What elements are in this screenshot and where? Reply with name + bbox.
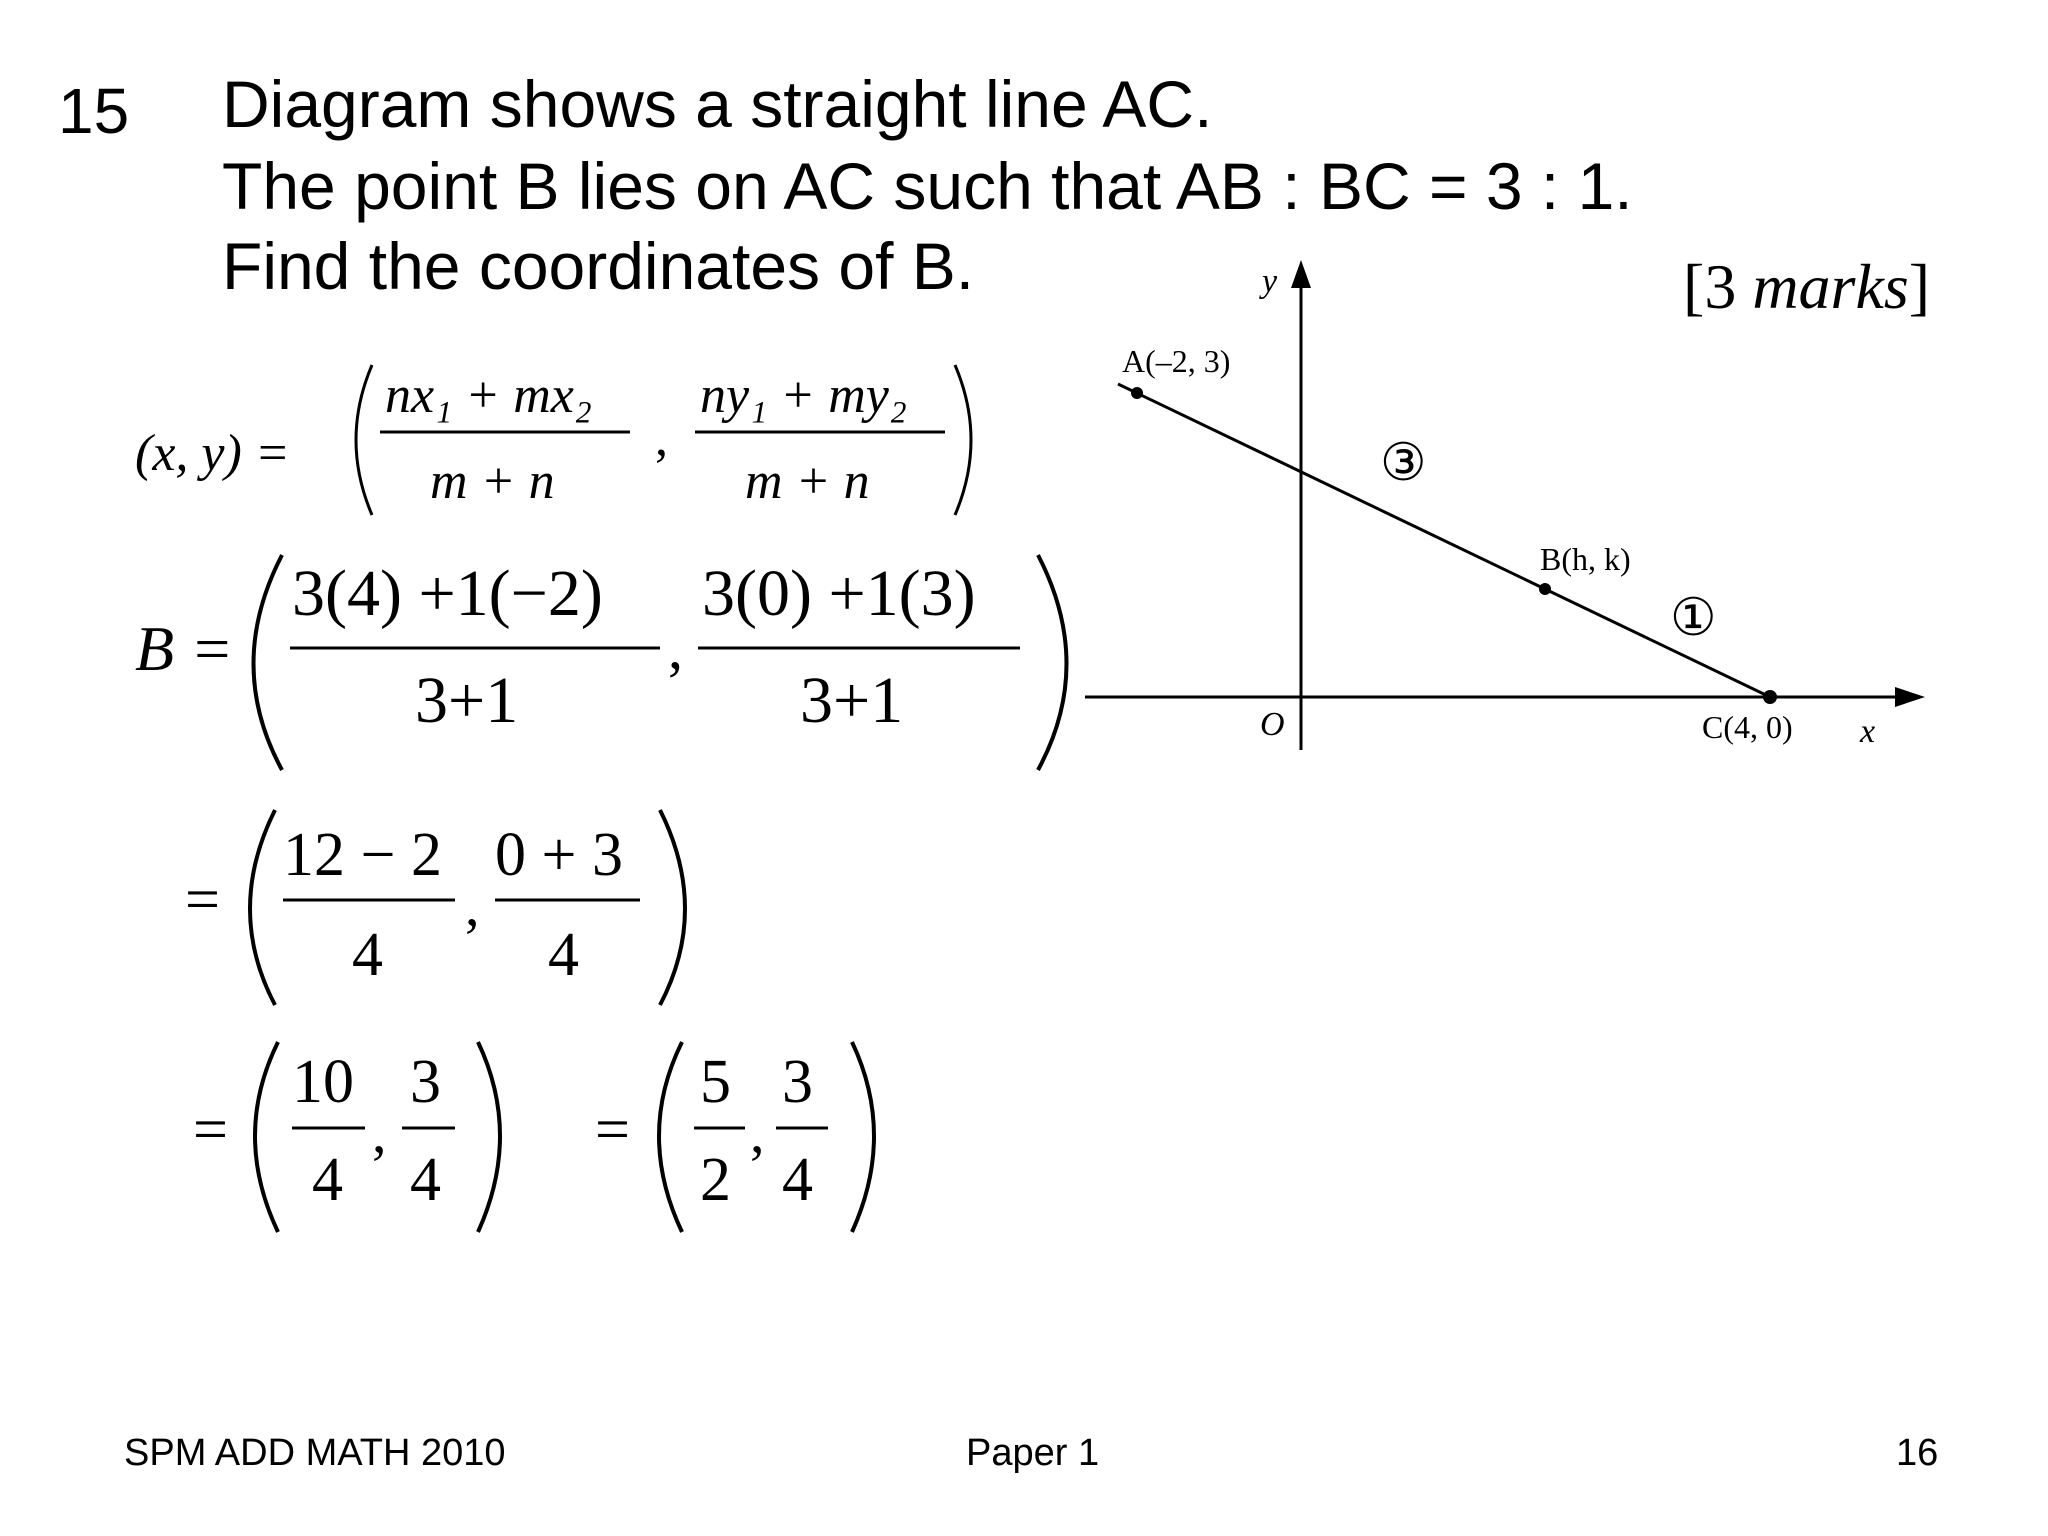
formula-den-y: m + n (745, 453, 870, 510)
formula-left-paren (356, 365, 372, 515)
step1-den-y: 3+1 (800, 664, 904, 737)
footer-exam-title: SPM ADD MATH 2010 (124, 1432, 506, 1474)
step-3 (193, 1042, 500, 1232)
step1-comma: , (668, 615, 683, 681)
step4-right-paren (852, 1042, 874, 1232)
footer-page-number: 16 (1896, 1432, 1939, 1474)
section-formula (135, 365, 971, 515)
point-b-dot (1539, 583, 1551, 595)
formula-right-paren (955, 365, 971, 515)
step4-eq: = (595, 1096, 630, 1164)
step2-comma: , (465, 873, 480, 938)
step4-den-x: 2 (700, 1146, 731, 1214)
point-a-label: A(–2, 3) (1122, 343, 1231, 379)
step3-num-x: 10 (292, 1048, 354, 1116)
step3-eq: = (193, 1096, 228, 1164)
origin-label: O (1260, 706, 1285, 743)
step-2 (185, 810, 685, 1005)
ratio-ab-label: ③ (1380, 433, 1427, 493)
ratio-bc-label: ① (1670, 588, 1717, 648)
step2-den-y: 4 (548, 921, 579, 989)
x-axis-label: x (1860, 713, 1876, 750)
step-4 (595, 1042, 874, 1232)
point-a-dot (1131, 387, 1143, 399)
formula-num-y: ny₁ + my₂ (700, 367, 907, 424)
step2-eq: = (185, 866, 220, 934)
step3-right-paren (478, 1042, 500, 1232)
x-axis-arrow-icon (1895, 687, 1925, 707)
step1-den-x: 3+1 (415, 664, 519, 737)
step1-num-y: 3(0) +1(3) (702, 557, 976, 630)
step4-den-y: 4 (782, 1146, 813, 1214)
step4-left-paren (659, 1042, 682, 1232)
formula-den-x: m + n (430, 453, 555, 510)
point-c-dot (1763, 690, 1777, 704)
step3-num-y: 3 (410, 1048, 441, 1116)
y-axis-label: y (1262, 263, 1278, 300)
formula-num-x: nx₁ + mx₂ (385, 367, 592, 424)
y-axis-arrow-icon (1291, 260, 1311, 288)
step1-lhs: B = (135, 613, 234, 684)
step1-num-x: 3(4) +1(−2) (292, 557, 603, 630)
step1-left-paren (254, 555, 283, 770)
step3-left-paren (255, 1042, 278, 1232)
step2-num-y: 0 + 3 (495, 821, 623, 889)
step3-den-x: 4 (312, 1146, 343, 1214)
line-ac (1118, 384, 1770, 697)
marks-open: [3 (1683, 251, 1753, 322)
formula-lhs: (x, y) = (135, 425, 290, 482)
step3-comma: , (372, 1100, 387, 1165)
step4-comma: , (750, 1100, 765, 1165)
step2-den-x: 4 (352, 921, 383, 989)
question-number: 15 (58, 75, 130, 147)
question-line-3: Find the coordinates of B. (222, 229, 975, 303)
point-b-label: B(h, k) (1540, 541, 1631, 577)
step3-den-y: 4 (410, 1146, 441, 1214)
step2-right-paren (660, 810, 685, 1005)
step2-left-paren (250, 810, 275, 1005)
step4-num-x: 5 (700, 1048, 731, 1116)
marks-close: ] (1908, 251, 1931, 322)
step4-num-y: 3 (782, 1048, 813, 1116)
footer-paper: Paper 1 (966, 1432, 1100, 1474)
step-1 (135, 555, 1067, 770)
formula-comma: , (655, 410, 668, 467)
line-diagram (1080, 250, 1940, 770)
solution-working (0, 0, 1080, 1300)
question-line-2: The point B lies on AC such that AB : BC = 3 : 1. (222, 149, 1633, 223)
question-line-1: Diagram shows a straight line AC. (222, 67, 1213, 141)
step2-num-x: 12 − 2 (283, 821, 442, 889)
step1-right-paren (1038, 555, 1067, 770)
marks-word: marks (1752, 251, 1909, 322)
point-c-label: C(4, 0) (1702, 709, 1793, 745)
